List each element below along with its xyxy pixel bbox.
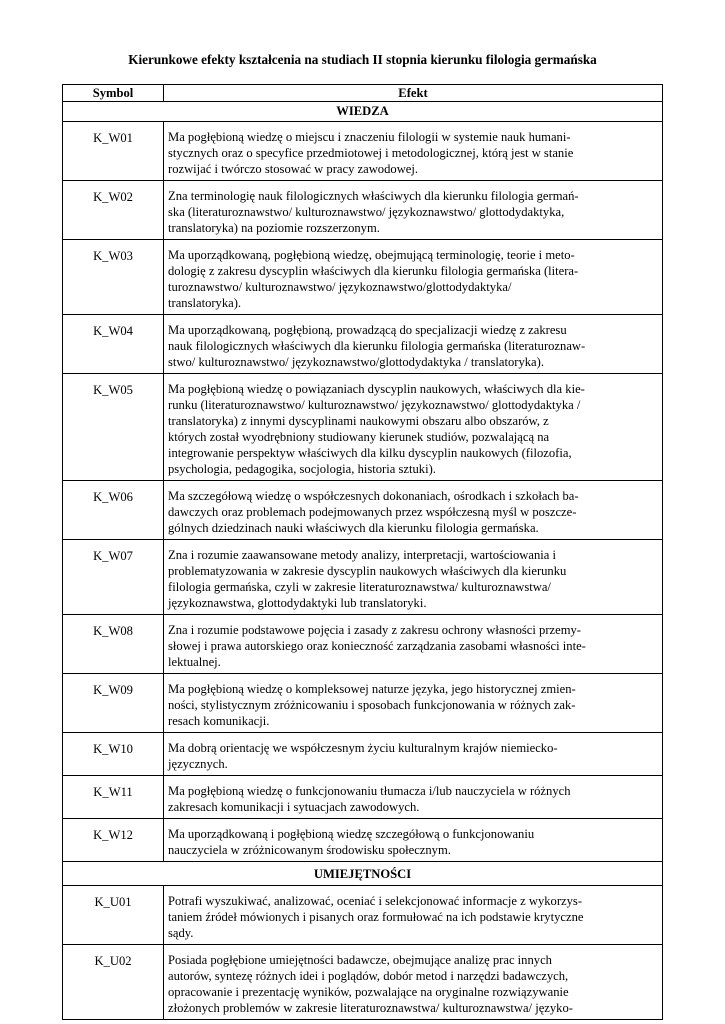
effect-line: Zna i rozumie zaawansowane metody analizy, interpretacji, wartościowania i	[168, 548, 557, 562]
effect-description	[164, 945, 663, 1020]
effect-line: językoznawstwa, glottodydaktyki lub translatoryki.	[168, 596, 427, 610]
header-symbol: Symbol	[63, 85, 164, 102]
effect-line: sądy.	[168, 926, 194, 940]
effect-line: problematyzowania w zakresie dyscyplin naukowych właściwych dla kierunku	[168, 564, 567, 578]
effect-description	[164, 674, 663, 733]
table-row	[63, 181, 663, 240]
effect-line: Posiada pogłębione umiejętności badawcze, obejmujące analizę prac innych	[168, 953, 552, 967]
effect-line: runku (literaturoznawstwo/ kulturoznawstwo/ językoznawstwo/ glottodydaktyka /	[168, 398, 581, 412]
effect-line: gólnych dziedzinach nauki właściwych dla kierunku filologia germańska.	[168, 521, 539, 535]
effect-symbol: K_W10	[63, 733, 164, 776]
effect-line: stycznych oraz o specyfice przedmiotowej i metodologicznej, którą jest w stanie	[168, 146, 574, 160]
effect-description	[164, 733, 663, 776]
effect-line: dawczych oraz problemach podejmowanych przez współczesną myśl w poszcze-	[168, 505, 577, 519]
table-row	[63, 819, 663, 862]
effect-line: lektualnej.	[168, 655, 221, 669]
effect-symbol: K_W04	[63, 315, 164, 374]
effect-description	[164, 240, 663, 315]
effect-line: autorów, syntezę różnych idei i poglądów, dobór metod i narzędzi badawczych,	[168, 969, 569, 983]
table-row	[63, 945, 663, 1020]
table-row	[63, 240, 663, 315]
table-header-row	[63, 85, 663, 102]
effect-line: języcznych.	[168, 757, 228, 771]
effect-description	[164, 886, 663, 945]
table-row	[63, 733, 663, 776]
table-row	[63, 674, 663, 733]
table-row	[63, 776, 663, 819]
effect-line: Ma uporządkowaną, pogłębioną, prowadzącą do specjalizacji wiedzę z zakresu	[168, 323, 567, 337]
effect-line: nauczyciela w zróżnicowanym środowisku społecznym.	[168, 843, 451, 857]
effect-symbol: K_W11	[63, 776, 164, 819]
section-row	[63, 862, 663, 886]
effect-line: rozwijać i twórczo stosować w pracy zawodowej.	[168, 162, 419, 176]
table-row	[63, 886, 663, 945]
effect-description	[164, 615, 663, 674]
effect-line: ska (literaturoznawstwo/ kulturoznawstwo/ językoznawstwo/ glottodydaktyka,	[168, 205, 565, 219]
effect-symbol: K_U01	[63, 886, 164, 945]
effect-description	[164, 181, 663, 240]
effect-symbol: K_W09	[63, 674, 164, 733]
effect-description	[164, 819, 663, 862]
effect-line: filologia germańska, czyli w zakresie literaturoznawstwa/ kulturoznawstwa/	[168, 580, 551, 594]
effect-line: zakresach komunikacji i sytuacjach zawodowych.	[168, 800, 420, 814]
effect-symbol: K_W02	[63, 181, 164, 240]
table-row	[63, 540, 663, 615]
effect-line: psychologia, pedagogika, socjologia, historia sztuki).	[168, 462, 436, 476]
effect-line: nauk filologicznych właściwych dla kierunku filologia germańska (literaturoznaw-	[168, 339, 586, 353]
effect-description	[164, 540, 663, 615]
effect-line: Zna terminologię nauk filologicznych właściwych dla kierunku filologia germań-	[168, 189, 579, 203]
effect-line: stwo/ kulturoznawstwo/ językoznawstwo/glottodydaktyka / translatoryka).	[168, 355, 544, 369]
effect-line: translatoryka) z innymi dyscyplinami naukowymi obszaru albo obszarów, z	[168, 414, 549, 428]
effect-symbol: K_W12	[63, 819, 164, 862]
effect-line: taniem źródeł mówionych i pisanych oraz formułować na ich podstawie krytyczne	[168, 910, 584, 924]
effects-table	[62, 84, 663, 1020]
effect-line: opracowanie i prezentację wyników, pozwalające na oryginalne rozwiązywanie	[168, 985, 569, 999]
effect-line: Ma uporządkowaną, pogłębioną wiedzę, obejmującą terminologię, teorie i meto-	[168, 248, 575, 262]
section-row	[63, 102, 663, 122]
effect-line: Ma szczegółową wiedzę o współczesnych dokonaniach, ośrodkach i szkołach ba-	[168, 489, 579, 503]
effect-line: translatoryka) na poziomie rozszerzonym.	[168, 221, 380, 235]
effect-line: dologię z zakresu dyscyplin właściwych dla kierunku filologia germańska (litera-	[168, 264, 579, 278]
section-heading: UMIEJĘTNOŚCI	[63, 862, 663, 886]
section-heading: WIEDZA	[63, 102, 663, 122]
effect-symbol: K_U02	[63, 945, 164, 1020]
effect-line: Ma dobrą orientację we współczesnym życiu kulturalnym krajów niemiecko-	[168, 741, 558, 755]
effect-line: słowej i prawa autorskiego oraz konieczność zarządzania zasobami własności inte-	[168, 639, 586, 653]
effect-line: Zna i rozumie podstawowe pojęcia i zasady z zakresu ochrony własności przemy-	[168, 623, 581, 637]
table-row	[63, 615, 663, 674]
effect-line: Potrafi wyszukiwać, analizować, oceniać i selekcjonować informacje z wykorzys-	[168, 894, 583, 908]
effect-description	[164, 374, 663, 481]
effect-symbol: K_W03	[63, 240, 164, 315]
table-row	[63, 315, 663, 374]
effect-symbol: K_W05	[63, 374, 164, 481]
table-row	[63, 374, 663, 481]
effect-line: translatoryka).	[168, 296, 242, 310]
effect-line: Ma pogłębioną wiedzę o kompleksowej naturze języka, jego historycznej zmien-	[168, 682, 576, 696]
effect-line: Ma pogłębioną wiedzę o powiązaniach dyscyplin naukowych, właściwych dla kie-	[168, 382, 585, 396]
table-row	[63, 122, 663, 181]
effect-description	[164, 481, 663, 540]
document-title: Kierunkowe efekty kształcenia na studiach II stopnia kierunku filologia germańska	[128, 52, 597, 67]
effect-line: Ma pogłębioną wiedzę o miejscu i znaczeniu filologii w systemie nauk humani-	[168, 130, 571, 144]
effect-symbol: K_W06	[63, 481, 164, 540]
effect-line: Ma pogłębioną wiedzę o funkcjonowaniu tłumacza i/lub nauczyciela w różnych	[168, 784, 571, 798]
effect-line: integrowanie perspektyw właściwych dla kilku dyscyplin naukowych (filozofia,	[168, 446, 572, 460]
effect-description	[164, 122, 663, 181]
effect-description	[164, 315, 663, 374]
table-row	[63, 481, 663, 540]
effect-symbol: K_W01	[63, 122, 164, 181]
effect-line: Ma uporządkowaną i pogłębioną wiedzę szczegółową o funkcjonowaniu	[168, 827, 535, 841]
effect-line: których został wyodrębniony studiowany kierunek studiów, pozwalającą na	[168, 430, 550, 444]
effect-line: ności, stylistycznym zróżnicowaniu i sposobach funkcjonowania w różnych zak-	[168, 698, 576, 712]
effect-symbol: K_W07	[63, 540, 164, 615]
effect-description	[164, 776, 663, 819]
effect-line: turoznawstwo/ kulturoznawstwo/ językoznawstwo/glottodydaktyka/	[168, 280, 512, 294]
effect-symbol: K_W08	[63, 615, 164, 674]
header-effect: Efekt	[164, 85, 663, 102]
table-body	[63, 102, 663, 1020]
effect-line: resach komunikacji.	[168, 714, 270, 728]
effect-line: złożonych problemów w zakresie literaturoznawstwa/ kulturoznawstwa/ języko-	[168, 1001, 573, 1015]
